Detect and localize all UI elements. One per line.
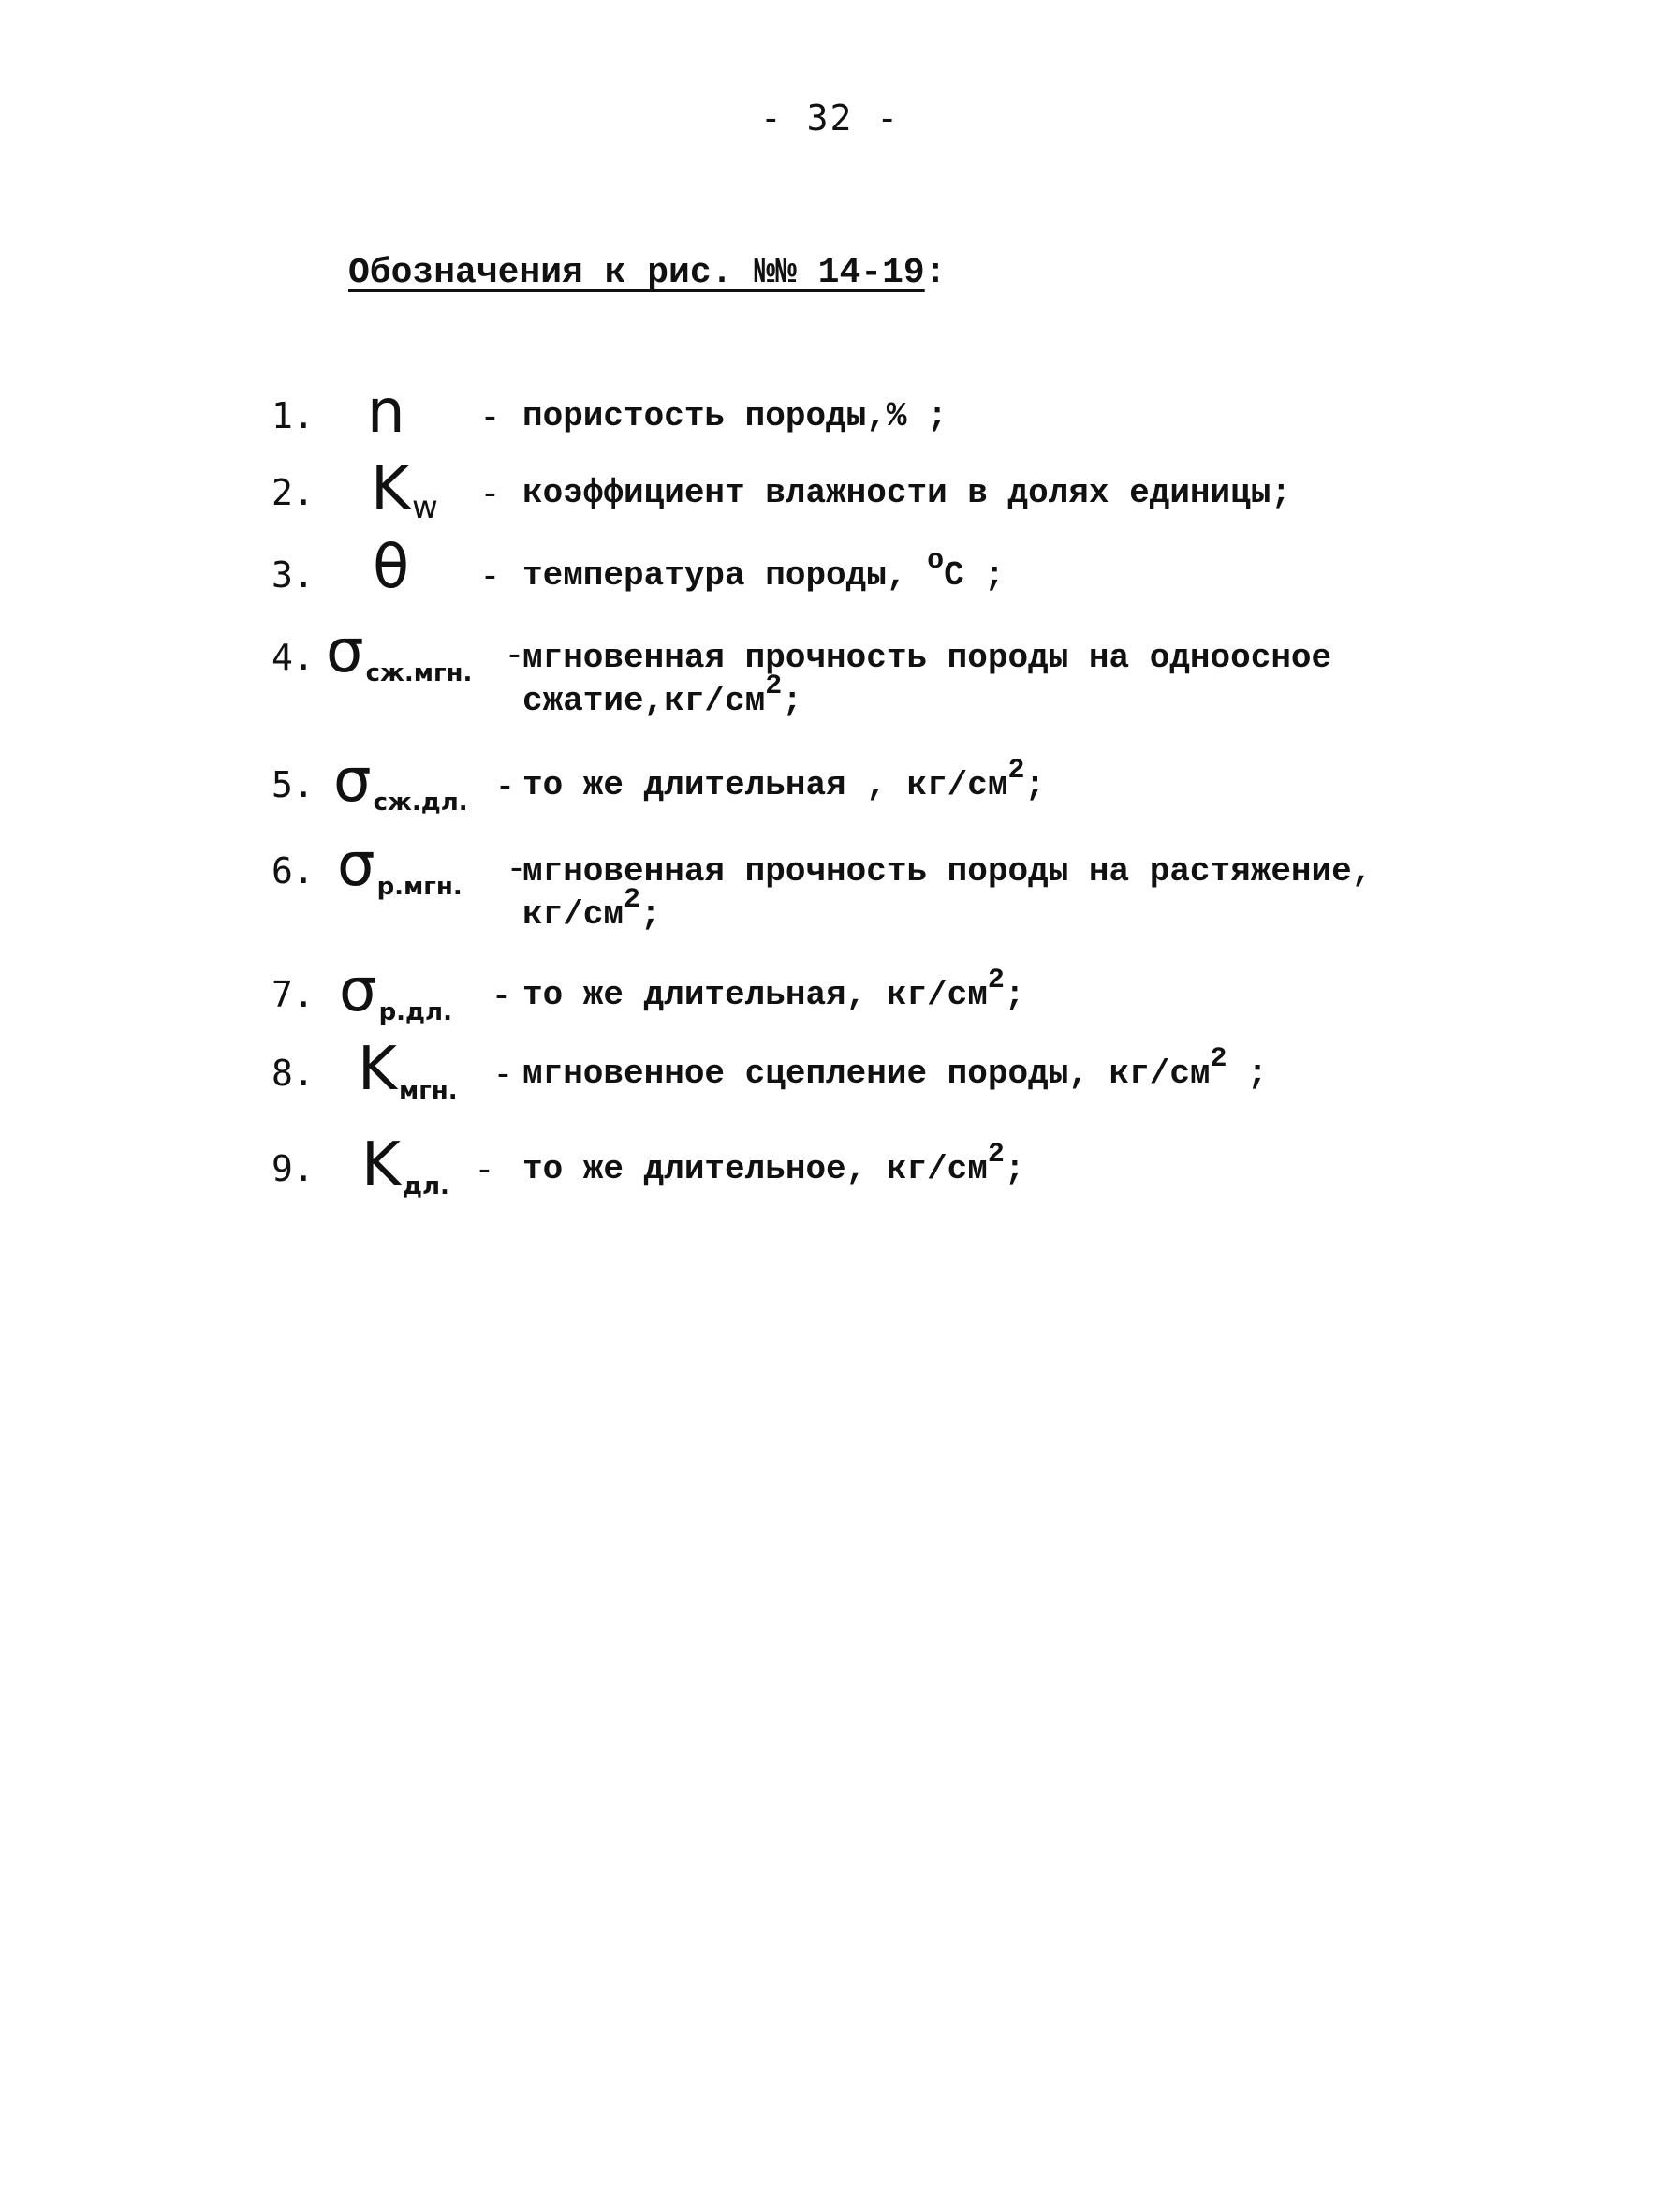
entry-description: мгновенная прочность породы на растяжение,: [522, 852, 1373, 891]
entry-symbol: [367, 377, 405, 447]
degree-sign: o: [927, 545, 945, 577]
description-text: то же длительная , кг/см: [522, 766, 1008, 804]
symbol-main: σ: [337, 831, 375, 900]
entry-description: мгновенная прочность породы на одноосное: [522, 639, 1332, 677]
description-text: то же длительное, кг/см: [522, 1150, 988, 1188]
entry-symbol: [361, 1130, 449, 1201]
legend-entry-4: [272, 617, 1489, 736]
legend-entry-6: [272, 831, 1489, 950]
symbol-subscript: р.мгн.: [376, 873, 463, 901]
entry-number: 3.: [272, 554, 315, 596]
legend-entry-8: [272, 1035, 1489, 1124]
entry-description: [522, 545, 1005, 597]
symbol-main: K: [361, 1130, 401, 1200]
entry-dash: -: [491, 974, 512, 1015]
page-number: - 32 -: [759, 97, 901, 139]
description-text-end: ;: [1024, 766, 1046, 804]
entry-number: 9.: [272, 1148, 315, 1189]
entry-dash: -: [479, 395, 501, 436]
description-text-end: ;: [1004, 976, 1025, 1014]
entry-dash: -: [492, 1053, 514, 1094]
entry-dash: -: [494, 764, 516, 805]
legend-entry-3: [272, 533, 1489, 620]
continuation-text: сжатие,кг/см: [522, 682, 766, 720]
description-text: температура породы,: [522, 556, 928, 595]
entry-symbol: [358, 1035, 458, 1105]
entry-dash: -: [504, 633, 525, 674]
description-text: то же длительная, кг/см: [522, 976, 988, 1014]
entry-symbol: [371, 454, 438, 526]
exponent: 2: [1007, 755, 1025, 787]
entry-symbol: [326, 617, 473, 687]
description-text: мгновенное сцепление породы, кг/см: [522, 1054, 1211, 1093]
symbol-main: θ: [373, 533, 410, 602]
symbol-subscript: w: [411, 489, 438, 526]
description-text-end: C ;: [944, 556, 1005, 595]
entry-description: [522, 965, 1025, 1017]
entry-description: [522, 1139, 1025, 1191]
exponent: 2: [624, 884, 641, 916]
entry-description: пористость породы,% ;: [522, 397, 948, 435]
symbol-main: n: [367, 377, 405, 447]
legend-entry-1: [272, 377, 1489, 466]
entry-description: коэффициент влажности в долях единицы;: [522, 474, 1291, 512]
symbol-subscript: р.дл.: [378, 998, 452, 1026]
symbol-main: K: [358, 1035, 397, 1104]
symbol-subscript: дл.: [402, 1172, 449, 1201]
entry-number: 2.: [272, 472, 315, 513]
entry-description-continuation: [522, 884, 661, 936]
symbol-subscript: сж.мгн.: [365, 659, 473, 687]
exponent: 2: [987, 1139, 1005, 1171]
heading-suffix: :: [924, 253, 947, 293]
symbol-subscript: сж.дл.: [373, 789, 468, 817]
symbol-main: σ: [339, 956, 377, 1025]
symbol-subscript: мгн.: [398, 1077, 458, 1105]
continuation-end: ;: [782, 682, 802, 720]
heading-text: Обозначения к рис. №№ 14-19: [348, 253, 925, 293]
legend-entry-9: [272, 1130, 1489, 1219]
entry-symbol: [337, 831, 463, 901]
page-heading: [348, 253, 947, 293]
continuation-end: ;: [640, 895, 661, 934]
exponent: 2: [987, 965, 1005, 996]
description-text-end: ;: [1227, 1054, 1268, 1093]
entry-dash: -: [474, 1148, 495, 1189]
legend-entry-7: [272, 956, 1489, 1045]
entry-number: 6.: [272, 850, 315, 892]
symbol-main: K: [371, 454, 410, 524]
entry-number: 4.: [272, 637, 315, 678]
entry-number: 5.: [272, 764, 315, 805]
entry-description-continuation: [522, 671, 802, 723]
entry-description: [522, 755, 1046, 807]
entry-number: 1.: [272, 395, 315, 436]
legend-entry-5: [272, 746, 1489, 835]
symbol-main: σ: [326, 617, 364, 686]
entry-dash: -: [479, 472, 501, 513]
exponent: 2: [1210, 1043, 1227, 1075]
entry-number: 7.: [272, 974, 315, 1015]
symbol-main: σ: [333, 746, 372, 816]
continuation-text: кг/см: [522, 895, 624, 934]
entry-symbol: [339, 956, 452, 1026]
exponent: 2: [765, 671, 783, 702]
entry-number: 8.: [272, 1053, 315, 1094]
entry-symbol: [333, 746, 468, 817]
legend-entry-2: [272, 454, 1489, 543]
entry-dash: -: [479, 554, 501, 596]
entry-dash: -: [506, 847, 527, 888]
entry-symbol: [373, 533, 410, 602]
description-text-end: ;: [1004, 1150, 1025, 1188]
entry-description: [522, 1043, 1268, 1096]
